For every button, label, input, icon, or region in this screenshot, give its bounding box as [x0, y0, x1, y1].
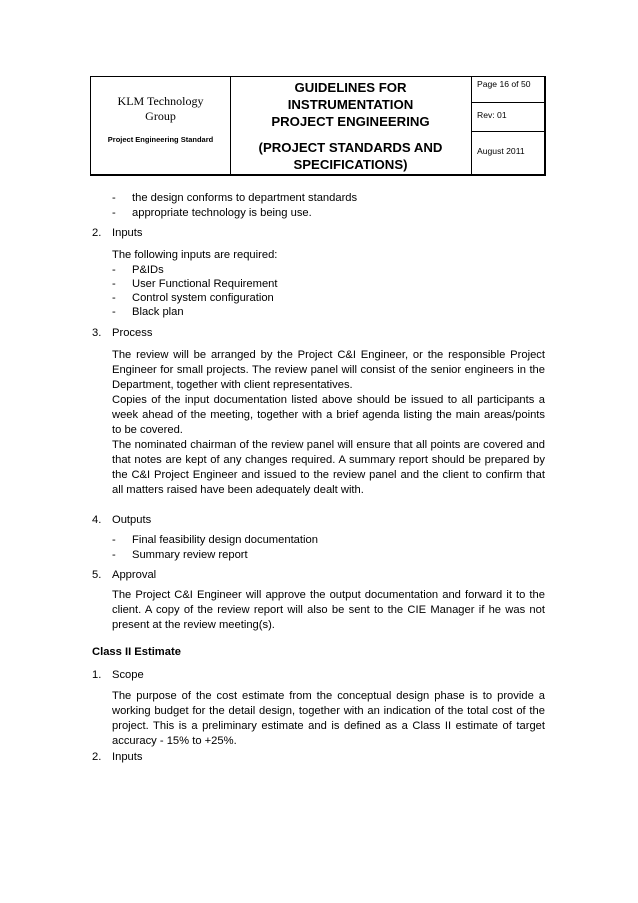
bullet-marker: - — [112, 306, 116, 318]
inputs-lead: The following inputs are required: — [112, 249, 278, 261]
section-number: 4. — [92, 514, 102, 526]
header-divider — [471, 77, 472, 174]
section-heading-inputs: Inputs — [112, 227, 143, 239]
section-number: 5. — [92, 569, 102, 581]
list-item: appropriate technology is being use. — [132, 207, 312, 219]
list-item: User Functional Requirement — [132, 278, 278, 290]
standard-name: Project Engineering Standard — [107, 135, 214, 144]
process-paragraph-2: Copies of the input documentation listed above should be issued to all participants a week ahead of the meeting, together with a brief agenda listing the main areas/points to be covered. — [112, 394, 545, 436]
company-name-line2: Group — [145, 109, 176, 123]
list-item: the design conforms to department standards — [132, 192, 358, 204]
section-number: 1. — [92, 669, 102, 681]
list-item: P&IDs — [132, 264, 164, 276]
section-heading-process: Process — [112, 327, 153, 339]
list-item: Final feasibility design documentation — [132, 534, 318, 546]
list-item: Black plan — [132, 306, 184, 318]
bullet-marker: - — [112, 264, 116, 276]
page-number: Page 16 of 50 — [477, 79, 531, 89]
document-title: GUIDELINES FOR INSTRUMENTATION PROJECT ENGINEERING — [271, 80, 430, 129]
bullet-marker: - — [112, 207, 116, 219]
header-divider — [471, 131, 544, 132]
company-name — [91, 94, 230, 124]
section-number: 3. — [92, 327, 102, 339]
bullet-marker: - — [112, 192, 116, 204]
process-paragraph-3: The nominated chairman of the review panel will ensure that all points are covered and that notes are kept of any changes required. A summary report should be prepared by the C&I Project Engineer and issued to the review panel and the client to confirm that all matters raised have been adequately dealt with. — [112, 439, 545, 496]
list-item: Summary review report — [132, 549, 248, 561]
section-heading-scope: Scope — [112, 669, 144, 681]
company-name-line1: KLM Technology — [117, 94, 204, 108]
bullet-marker: - — [112, 278, 116, 290]
process-paragraph-1: The review will be arranged by the Project C&I Engineer, or the responsible Project Engineer for small projects. The review panel will consist of the senior engineers in the Department, together with client representatives. — [112, 349, 545, 391]
header-divider — [471, 102, 544, 103]
bullet-marker: - — [112, 549, 116, 561]
section-number: 2. — [92, 227, 102, 239]
bullet-marker: - — [112, 534, 116, 546]
section-heading-outputs: Outputs — [112, 514, 152, 526]
document-header-table — [90, 76, 546, 176]
bullet-marker: - — [112, 292, 116, 304]
section-heading-inputs-2: Inputs — [112, 751, 143, 763]
document-subtitle: (PROJECT STANDARDS AND SPECIFICATIONS) — [258, 140, 443, 172]
section-number: 2. — [92, 751, 102, 763]
revision: Rev: 01 — [477, 110, 507, 120]
list-item: Control system configuration — [132, 292, 274, 304]
section-heading-approval: Approval — [112, 569, 157, 581]
document-date: August 2011 — [477, 146, 525, 156]
scope-paragraph: The purpose of the cost estimate from the conceptual design phase is to provide a working budget for the detail design, together with an indication of the total cost of the project. This is a preliminary estimate and is defined as a Class II estimate of target accuracy - 15% to +25%. — [112, 690, 545, 747]
class-ii-estimate-heading: Class II Estimate — [92, 646, 181, 658]
approval-paragraph: The Project C&I Engineer will approve the output documentation and forward it to the client. A copy of the review report will also be sent to the CIE Manager if he was not present at the review meeting(s). — [112, 589, 545, 631]
